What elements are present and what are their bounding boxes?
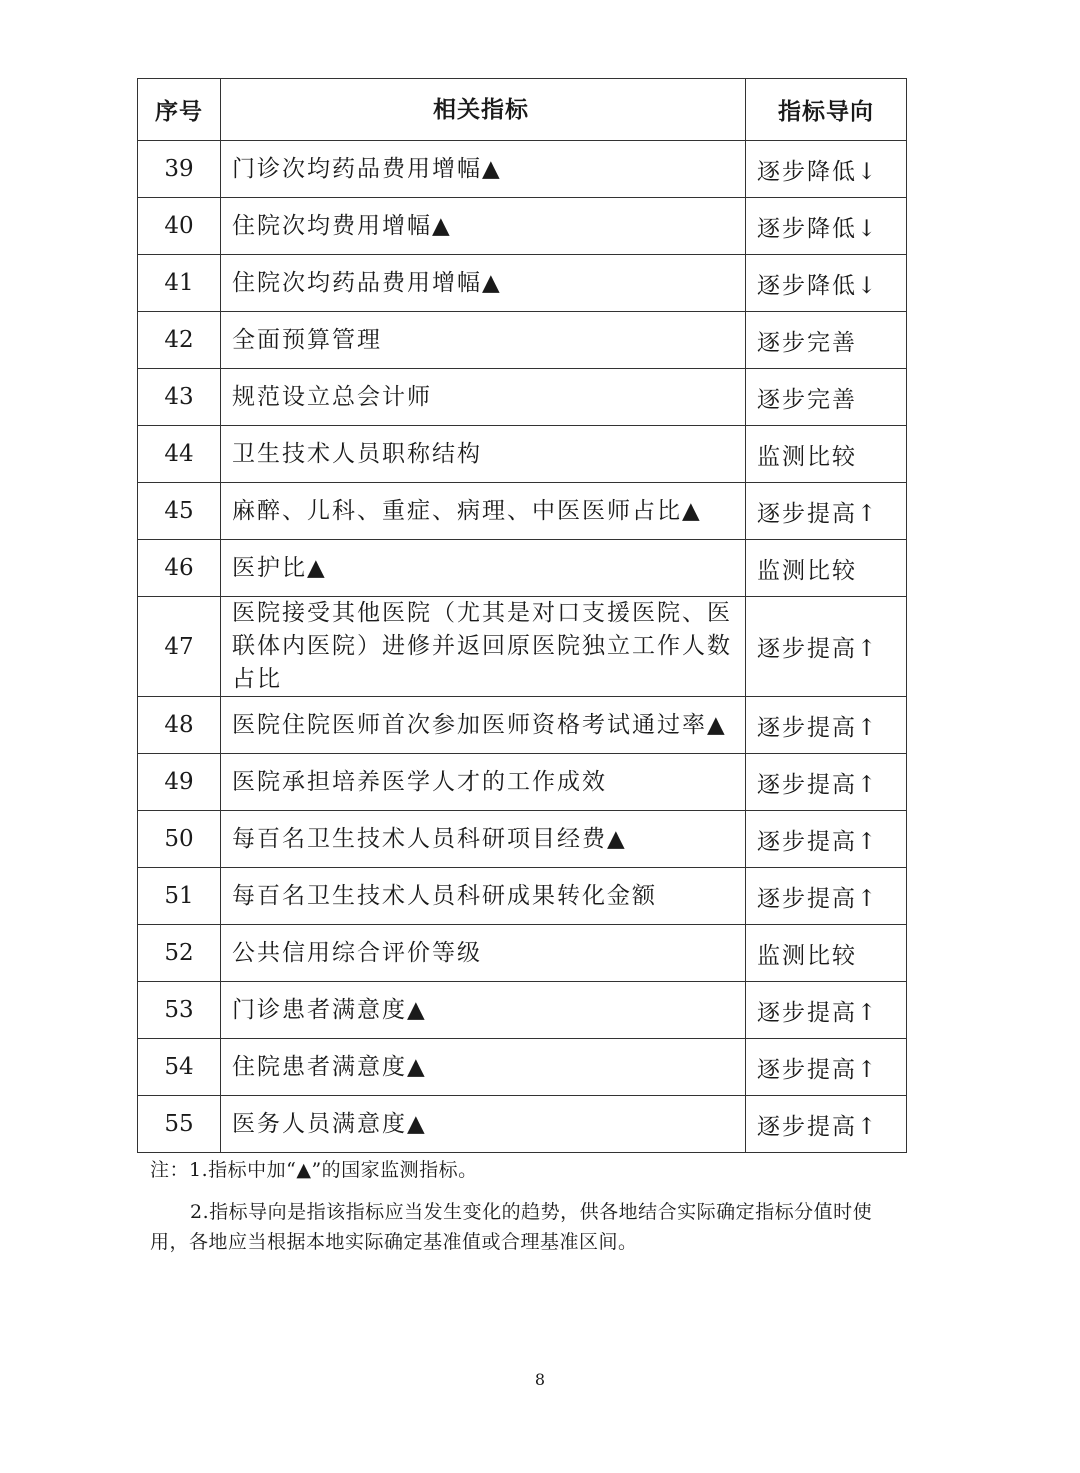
header-number: 序号 <box>138 79 221 141</box>
row-number: 50 <box>138 811 221 868</box>
table-row <box>138 1039 907 1096</box>
row-indicator: 住院次均费用增幅▲ <box>221 198 746 255</box>
row-indicator: 医护比▲ <box>221 540 746 597</box>
row-number: 55 <box>138 1096 221 1153</box>
table-row <box>138 198 907 255</box>
row-number: 53 <box>138 982 221 1039</box>
header-indicator: 相关指标 <box>221 79 746 141</box>
row-direction: 逐步降低↓ <box>746 255 907 312</box>
row-direction: 逐步提高↑ <box>746 697 907 754</box>
row-direction: 监测比较 <box>746 426 907 483</box>
row-direction: 监测比较 <box>746 925 907 982</box>
row-indicator: 规范设立总会计师 <box>221 369 746 426</box>
row-direction: 逐步完善 <box>746 312 907 369</box>
table-notes <box>150 1155 910 1257</box>
table-row <box>138 982 907 1039</box>
row-number: 40 <box>138 198 221 255</box>
row-number: 41 <box>138 255 221 312</box>
row-direction: 逐步提高↑ <box>746 982 907 1039</box>
table-row <box>138 141 907 198</box>
row-indicator: 卫生技术人员职称结构 <box>221 426 746 483</box>
row-direction: 逐步提高↑ <box>746 483 907 540</box>
row-direction: 逐步提高↑ <box>746 754 907 811</box>
table-row <box>138 312 907 369</box>
table-row <box>138 597 907 697</box>
row-number: 48 <box>138 697 221 754</box>
table-row <box>138 697 907 754</box>
row-number: 43 <box>138 369 221 426</box>
row-number: 49 <box>138 754 221 811</box>
table-row <box>138 1096 907 1153</box>
table-row <box>138 754 907 811</box>
row-indicator: 医院承担培养医学人才的工作成效 <box>221 754 746 811</box>
table-row <box>138 369 907 426</box>
row-number: 44 <box>138 426 221 483</box>
table-row <box>138 255 907 312</box>
note-1: 注：1.指标中加“▲”的国家监测指标。 <box>150 1159 478 1181</box>
row-indicator: 住院患者满意度▲ <box>221 1039 746 1096</box>
row-direction: 逐步提高↑ <box>746 597 907 697</box>
row-direction: 逐步提高↑ <box>746 1039 907 1096</box>
row-direction: 逐步完善 <box>746 369 907 426</box>
row-indicator: 医院住院医师首次参加医师资格考试通过率▲ <box>221 697 746 754</box>
row-indicator: 医院接受其他医院（尤其是对口支援医院、医联体内医院）进修并返回原医院独立工作人数占比 <box>221 597 746 697</box>
row-indicator: 公共信用综合评价等级 <box>221 925 746 982</box>
row-direction: 逐步降低↓ <box>746 198 907 255</box>
table-row <box>138 868 907 925</box>
row-indicator: 医务人员满意度▲ <box>221 1096 746 1153</box>
row-number: 51 <box>138 868 221 925</box>
table-row <box>138 426 907 483</box>
table-row <box>138 925 907 982</box>
table-row <box>138 811 907 868</box>
row-indicator: 住院次均药品费用增幅▲ <box>221 255 746 312</box>
row-number: 54 <box>138 1039 221 1096</box>
table-header-row <box>138 79 907 141</box>
row-direction: 逐步提高↑ <box>746 868 907 925</box>
table-row <box>138 540 907 597</box>
row-indicator: 麻醉、儿科、重症、病理、中医医师占比▲ <box>221 483 746 540</box>
indicator-table <box>137 78 907 1153</box>
header-direction: 指标导向 <box>746 79 907 141</box>
row-direction: 逐步降低↓ <box>746 141 907 198</box>
row-indicator: 门诊次均药品费用增幅▲ <box>221 141 746 198</box>
note-2: 2.指标导向是指该指标应当发生变化的趋势，供各地结合实际确定指标分值时使用，各地应当根据本地实际确定基准值或合理基准区间。 <box>150 1201 873 1253</box>
row-indicator: 每百名卫生技术人员科研成果转化金额 <box>221 868 746 925</box>
table-row <box>138 483 907 540</box>
row-direction: 逐步提高↑ <box>746 1096 907 1153</box>
row-number: 42 <box>138 312 221 369</box>
row-number: 46 <box>138 540 221 597</box>
row-number: 52 <box>138 925 221 982</box>
row-number: 47 <box>138 597 221 697</box>
row-indicator: 门诊患者满意度▲ <box>221 982 746 1039</box>
row-number: 45 <box>138 483 221 540</box>
row-indicator: 全面预算管理 <box>221 312 746 369</box>
row-number: 39 <box>138 141 221 198</box>
row-direction: 逐步提高↑ <box>746 811 907 868</box>
page-number: 8 <box>534 1370 546 1389</box>
row-indicator: 每百名卫生技术人员科研项目经费▲ <box>221 811 746 868</box>
row-direction: 监测比较 <box>746 540 907 597</box>
